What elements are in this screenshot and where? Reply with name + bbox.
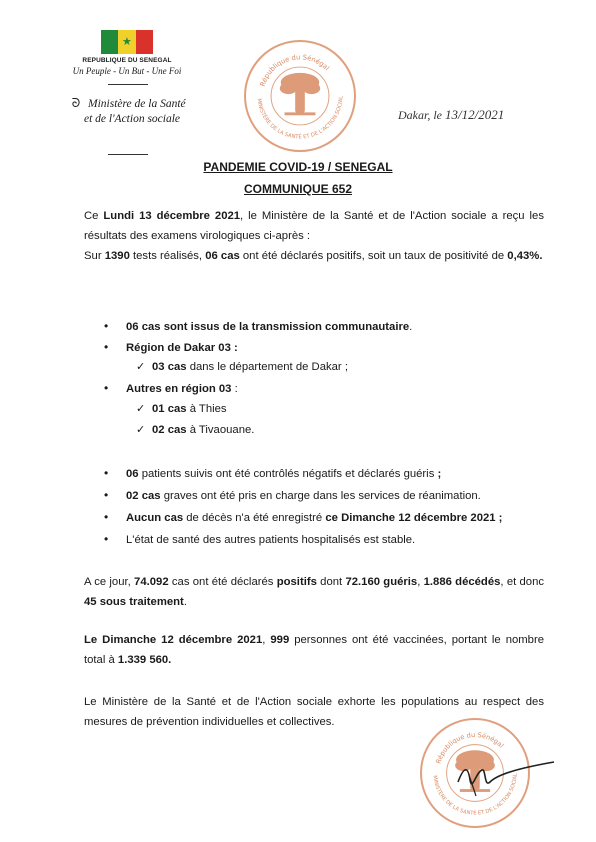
closing-paragraph: Le Ministère de la Santé et de l'Action sociale exhorte les populations au respect des mesures de prévention individuelles et collectives.	[84, 696, 544, 728]
ministry-logo-icon: ᘐ	[71, 96, 81, 110]
letterhead	[62, 30, 192, 76]
place: Dakar, le	[398, 108, 442, 122]
communique-number: COMMUNIQUE 652	[243, 182, 353, 196]
divider	[108, 154, 148, 155]
list-item: ✓ 03 cas dans le département de Dakar ;	[136, 361, 348, 373]
totals-paragraph: A ce jour, 74.092 cas ont été déclarés positifs dont 72.160 guéris, 1.886 décédés, et donc 45 sous traitement.	[84, 576, 545, 608]
ministry-line-1: Ministère de la Santé	[88, 97, 186, 110]
flag-band-yellow	[118, 30, 135, 54]
ministry-line-2: et de l'Action sociale	[84, 113, 181, 125]
checkmark-icon: ✓	[136, 424, 146, 436]
ministry-name	[68, 96, 208, 125]
date: 13/12/2021	[445, 107, 505, 122]
official-seal-stamp	[244, 40, 356, 152]
national-motto: Un Peuple - Un But - Une Foi	[72, 66, 182, 76]
list-item: • 06 cas sont issus de la transmission communautaire.	[104, 319, 413, 333]
list-item: ✓ 02 cas à Tivaouane.	[136, 424, 255, 436]
list-item: • Autres en région 03 :	[104, 381, 238, 395]
list-item: • 02 cas graves ont été pris en charge dans les services de réanimation.	[104, 488, 481, 502]
checkmark-icon: ✓	[136, 361, 146, 373]
list-item: • 06 patients suivis ont été contrôlés négatifs et déclarés guéris ;	[104, 466, 442, 480]
star-icon: ★	[122, 35, 132, 48]
seal-bottom-text: MINISTÈRE DE LA SANTÉ ET DE L'ACTION SOCIAL	[431, 773, 519, 817]
signature-icon	[450, 752, 560, 802]
document-title: PANDEMIE COVID-19 / SENEGAL	[203, 160, 393, 174]
flag-band-red	[136, 30, 153, 54]
list-item: • L'état de santé des autres patients hospitalisés est stable.	[104, 532, 416, 546]
seal-top-text: République du Sénégal	[258, 53, 331, 88]
flag-band-green	[101, 30, 118, 54]
seal-bottom-text: MINISTÈRE DE LA SANTÉ ET DE L'ACTION SOCIAL	[255, 95, 345, 141]
divider	[108, 84, 148, 85]
intro-paragraph: Ce Lundi 13 décembre 2021, le Ministère de la Santé et de l'Action sociale a reçu les résultats des examens virologiques ci-après : Sur 1390 tests réalisés, 06 cas ont été déclarés positifs, soit un taux de positivité de 0,43%.	[84, 210, 544, 262]
republic-name: REPUBLIQUE DU SENEGAL	[82, 57, 172, 64]
vaccination-paragraph: Le Dimanche 12 décembre 2021, 999 personnes ont été vaccinées, portant le nombre total à 1.339 560.	[84, 634, 544, 666]
list-item: ✓ 01 cas à Thies	[136, 403, 227, 415]
list-item: • Aucun cas de décès n'a été enregistré ce Dimanche 12 décembre 2021 ;	[104, 510, 503, 524]
senegal-flag-icon	[101, 30, 153, 54]
seal-top-text: République du Sénégal	[434, 730, 506, 765]
checkmark-icon: ✓	[136, 403, 146, 415]
baobab-seal-icon	[246, 42, 354, 150]
place-and-date	[398, 107, 504, 123]
list-item: • Région de Dakar 03 :	[104, 340, 238, 354]
